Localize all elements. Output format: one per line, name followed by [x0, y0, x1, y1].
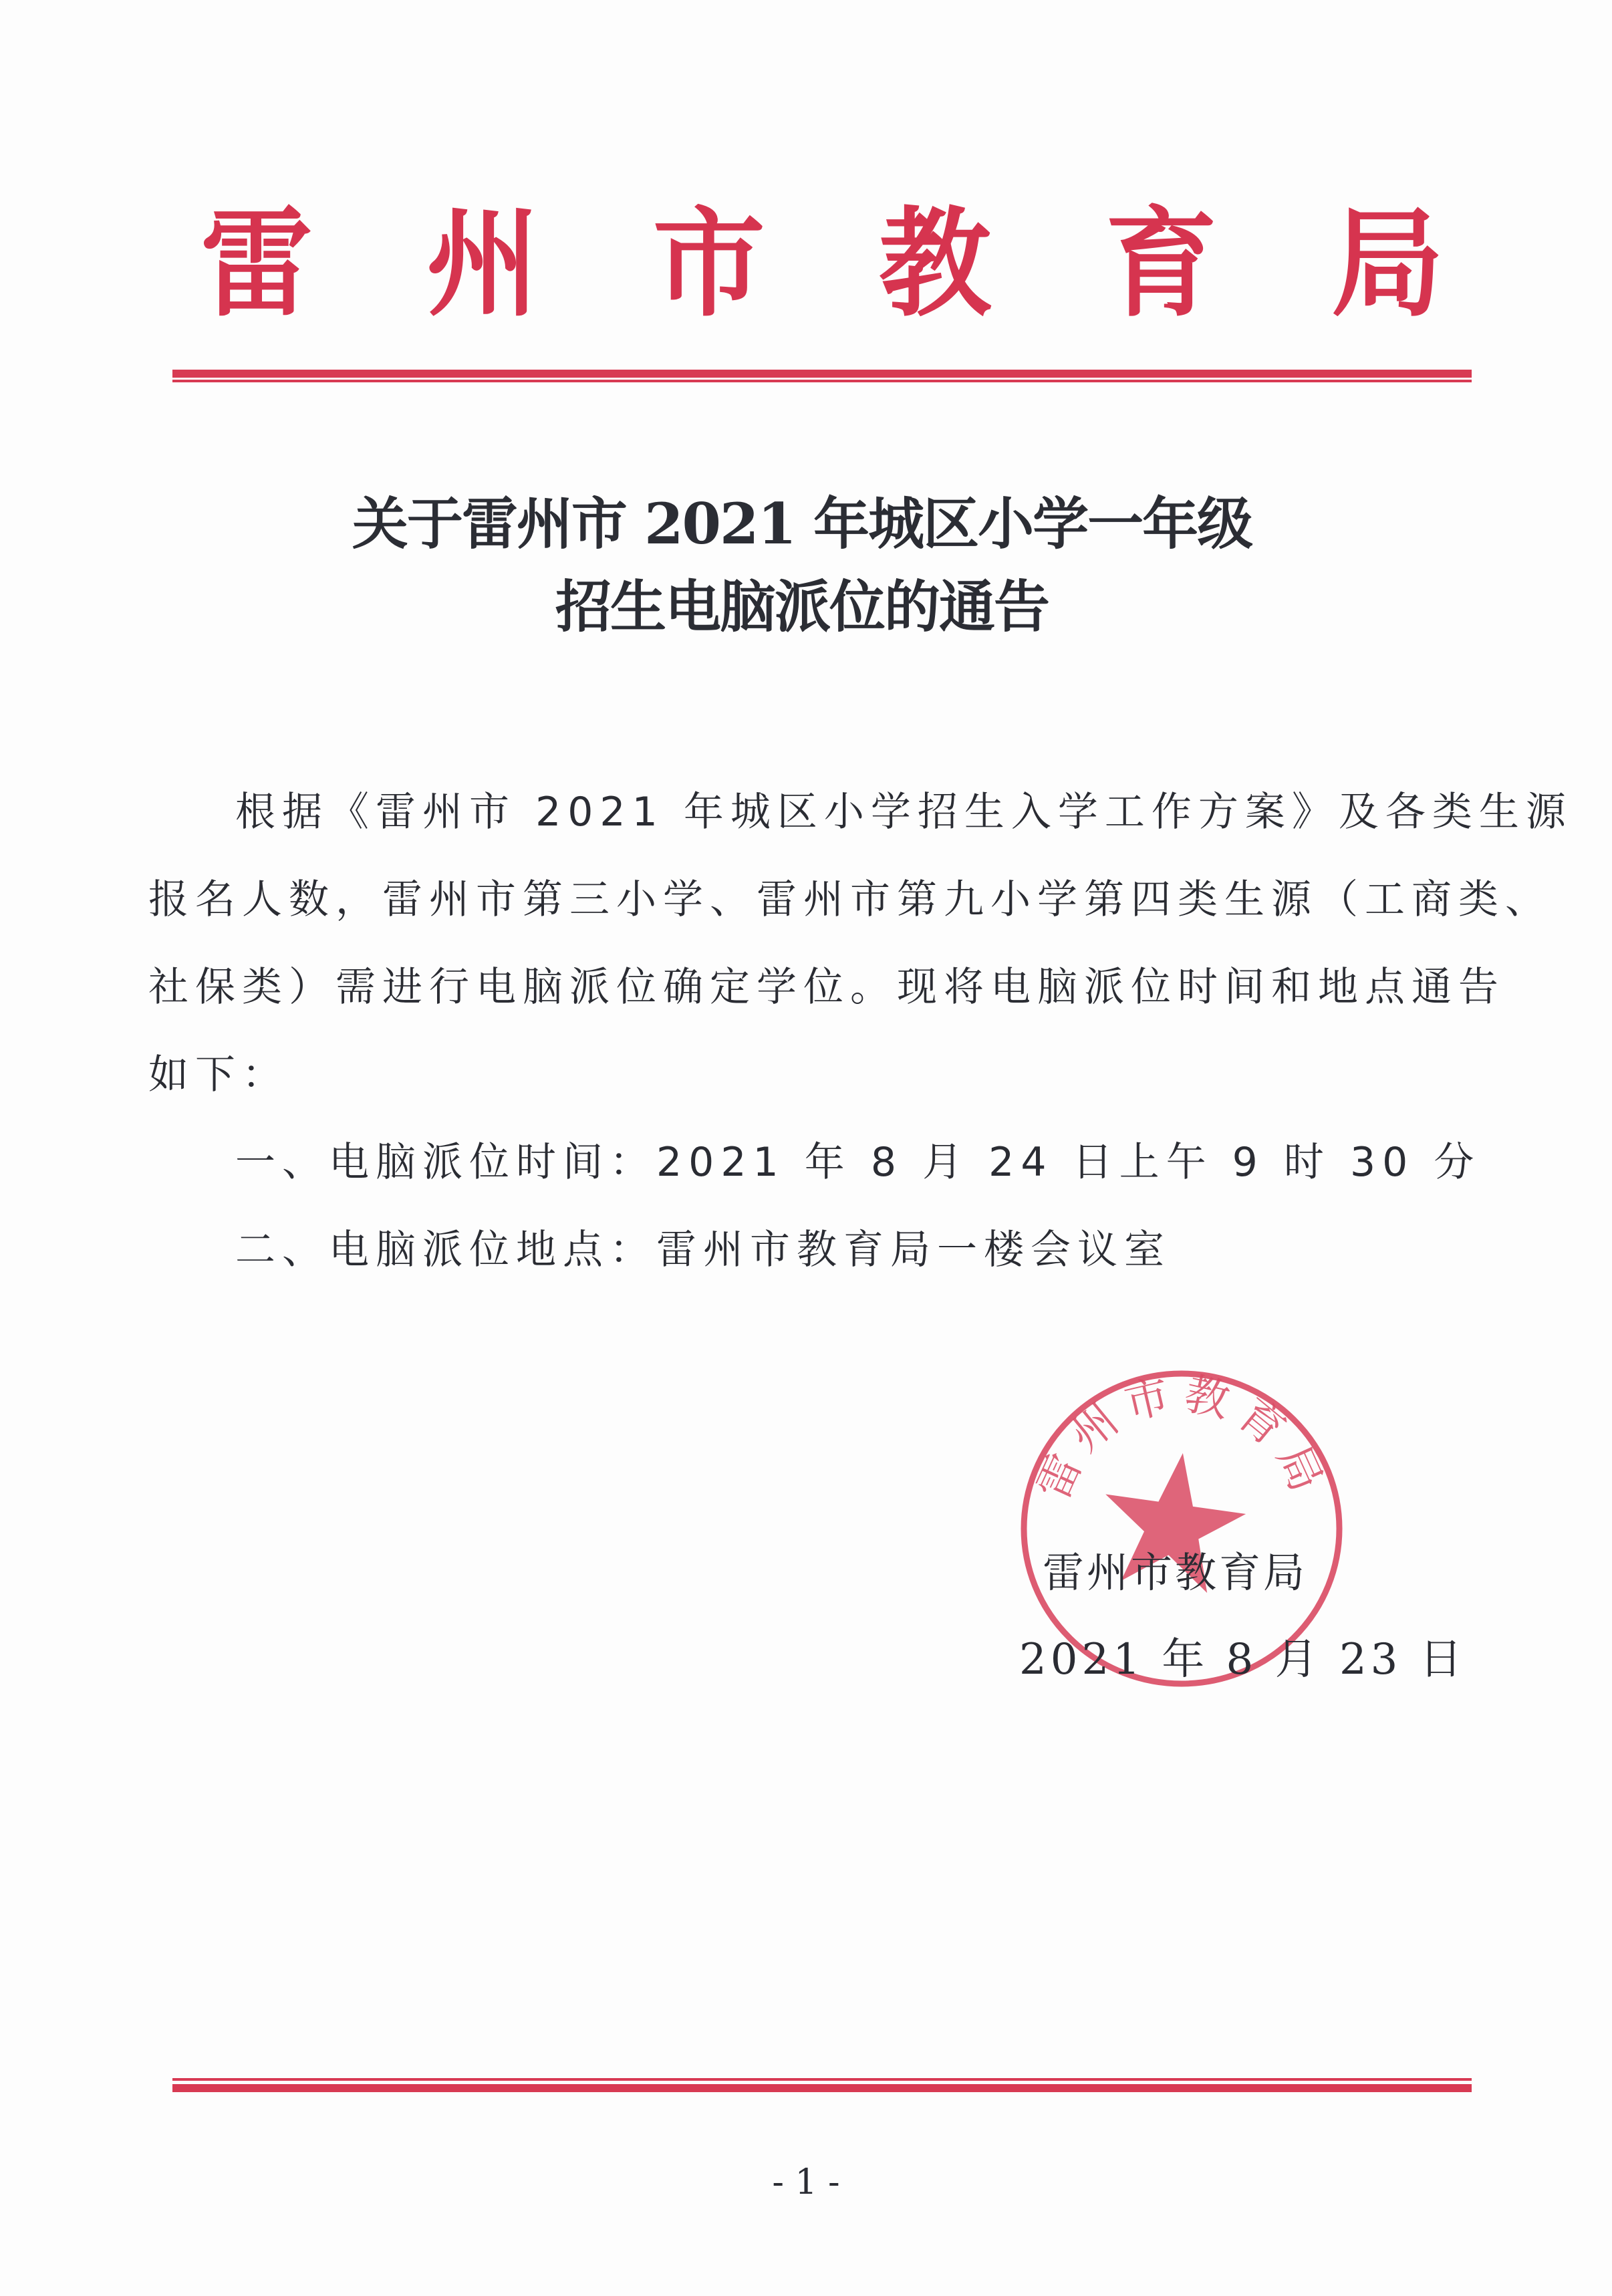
- letterhead-char: 局: [1331, 195, 1444, 333]
- item-label: 二、电脑派位地点：: [235, 1227, 656, 1273]
- list-item-time: [148, 1119, 1481, 1206]
- title-line-2: 招生电脑派位的通告: [555, 573, 1049, 640]
- header-rule-thin: [172, 380, 1472, 382]
- letterhead-char: 育: [1105, 195, 1218, 333]
- title-line-1: 关于雷州市 2021 年城区小学一年级: [352, 491, 1252, 557]
- item-value: 2021 年 8 月 24 日上午 9 时 30 分: [656, 1139, 1481, 1186]
- letterhead-char: 州: [426, 195, 539, 333]
- footer-rule-thin: [172, 2078, 1472, 2081]
- item-value: 雷州市教育局一楼会议室: [656, 1227, 1171, 1273]
- signature-date: 2021 年 8 月 23 日: [1019, 1635, 1466, 1684]
- letterhead-char: 雷: [200, 195, 313, 333]
- document-title: [134, 483, 1470, 648]
- letterhead-char: 教: [879, 195, 992, 333]
- body-line: 如下：: [148, 1051, 289, 1098]
- item-label: 一、电脑派位时间：: [235, 1139, 656, 1186]
- letterhead-issuer: [200, 194, 1444, 334]
- header-rule-thick: [172, 370, 1472, 378]
- list-item-location: [148, 1206, 1472, 1294]
- seal-text: 雷州市教育局: [1027, 1367, 1337, 1508]
- page-number: - 1 -: [772, 2162, 840, 2202]
- footer-rule-thick: [172, 2084, 1472, 2092]
- body-line: 社保类）需进行电脑派位确定学位。现将电脑派位时间和地点通告: [148, 964, 1505, 1011]
- signature-issuer: 雷州市教育局: [1043, 1548, 1308, 1597]
- letterhead-char: 市: [652, 195, 765, 333]
- body-line: 根据《雷州市 2021 年城区小学招生入学工作方案》及各类生源: [235, 789, 1573, 836]
- document-body: [148, 769, 1573, 1294]
- body-line: 报名人数，雷州市第三小学、雷州市第九小学第四类生源（工商类、: [148, 876, 1552, 923]
